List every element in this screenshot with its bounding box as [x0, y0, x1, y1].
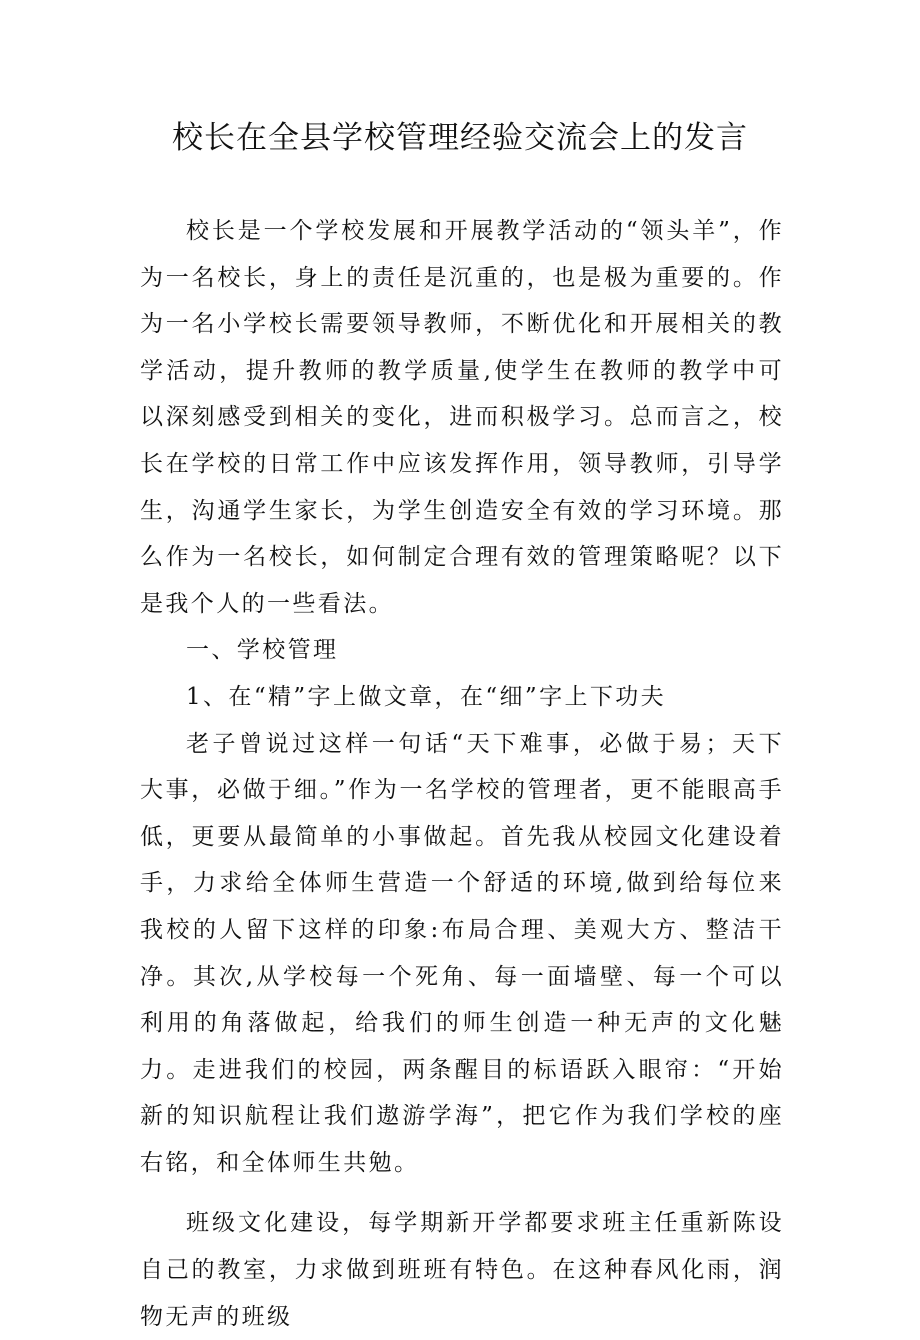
section-heading-school-management: 一、学校管理 — [186, 637, 339, 664]
paragraph-class-culture: 班级文化建设，每学期新开学都要求班主任重新陈设自己的教室，力求做到班班有特色。在这种春风化雨，润物无声的班级 — [140, 1210, 784, 1330]
paragraph-campus-culture: 老子曾说过这样一句话“天下难事，必做于易；天下大事，必做于细。”作为一名学校的管理者，更不能眼高手低，更要从最简单的小事做起。首先我从校园文化建设着手，力求给全体师生营造一个舒适的环境,做到给每位来我校的人留下这样的印象:布局合理、美观大方、整洁干净。其次,从学校每一个死角、每一面墙壁、每一个可以利用的角落做起，给我们的师生创造一种无声的文化魅力。走进我们的校园，两条醒目的标语跃入眼帘：“开始新的知识航程让我们遨游学海”，把它作为我们学校的座右铭，和全体师生共勉。 — [140, 730, 784, 1176]
document-body — [140, 208, 784, 1340]
document-title: 校长在全县学校管理经验交流会上的发言 — [172, 120, 748, 156]
subheading-precision-and-detail: 1、在“精”字上做文章，在“细”字上下功夫 — [186, 683, 667, 710]
paragraph-intro: 校长是一个学校发展和开展教学活动的“领头羊”，作为一名校长，身上的责任是沉重的，也是极为重要的。作为一名小学校长需要领导教师，不断优化和开展相关的教学活动，提升教师的教学质量,使学生在教师的教学中可以深刻感受到相关的变化，进而积极学习。总而言之，校长在学校的日常工作中应该发挥作用，领导教师，引导学生，沟通学生家长，为学生创造安全有效的学习环境。那么作为一名校长，如何制定合理有效的管理策略呢？以下是我个人的一些看法。 — [140, 218, 784, 617]
